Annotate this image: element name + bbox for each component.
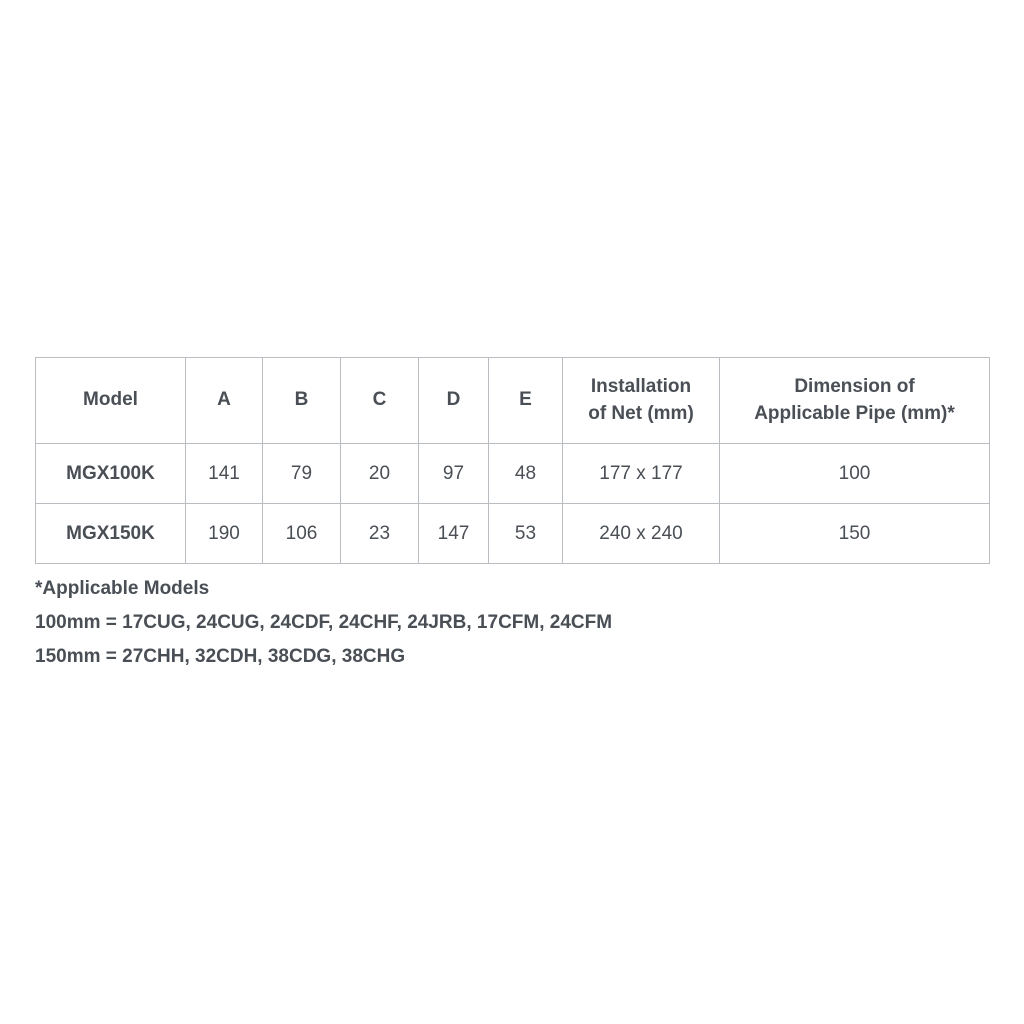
- specification-table: [35, 357, 990, 564]
- cell-d: 147: [419, 504, 489, 564]
- column-header-pipe-line1: Dimension of: [794, 375, 915, 397]
- table-body: [36, 444, 990, 564]
- cell-c: 20: [341, 444, 419, 504]
- table-header: [36, 358, 990, 444]
- notes-line-150mm: 150mm = 27CHH, 32CDH, 38CDG, 38CHG: [35, 645, 406, 667]
- notes-line-100mm: 100mm = 17CUG, 24CUG, 24CDF, 24CHF, 24JRB, 17CFM, 24CFM: [35, 611, 613, 633]
- column-header-a: A: [186, 358, 263, 444]
- table-header-row: [36, 358, 990, 444]
- column-header-installation-of-net: [563, 358, 720, 444]
- table-row: [36, 444, 990, 504]
- cell-installation-of-net: 177 x 177: [563, 444, 720, 504]
- column-header-applicable-pipe: [720, 358, 990, 444]
- table-row: [36, 504, 990, 564]
- column-header-model: Model: [36, 358, 186, 444]
- cell-e: 53: [489, 504, 563, 564]
- cell-b: 106: [263, 504, 341, 564]
- cell-installation-of-net: 240 x 240: [563, 504, 720, 564]
- cell-applicable-pipe: 150: [720, 504, 990, 564]
- cell-d: 97: [419, 444, 489, 504]
- cell-b: 79: [263, 444, 341, 504]
- notes-title: *Applicable Models: [35, 578, 210, 599]
- applicable-models-notes: [35, 572, 612, 673]
- column-header-b: B: [263, 358, 341, 444]
- column-header-d: D: [419, 358, 489, 444]
- cell-a: 141: [186, 444, 263, 504]
- column-header-pipe-line2: Applicable Pipe (mm)*: [754, 402, 955, 424]
- cell-applicable-pipe: 100: [720, 444, 990, 504]
- column-header-e: E: [489, 358, 563, 444]
- column-header-net-line2: of Net (mm): [588, 402, 694, 424]
- column-header-net-line1: Installation: [590, 375, 692, 397]
- cell-e: 48: [489, 444, 563, 504]
- cell-a: 190: [186, 504, 263, 564]
- cell-c: 23: [341, 504, 419, 564]
- cell-model: MGX150K: [36, 504, 186, 564]
- cell-model: MGX100K: [36, 444, 186, 504]
- spec-table-container: [35, 357, 987, 564]
- column-header-c: C: [341, 358, 419, 444]
